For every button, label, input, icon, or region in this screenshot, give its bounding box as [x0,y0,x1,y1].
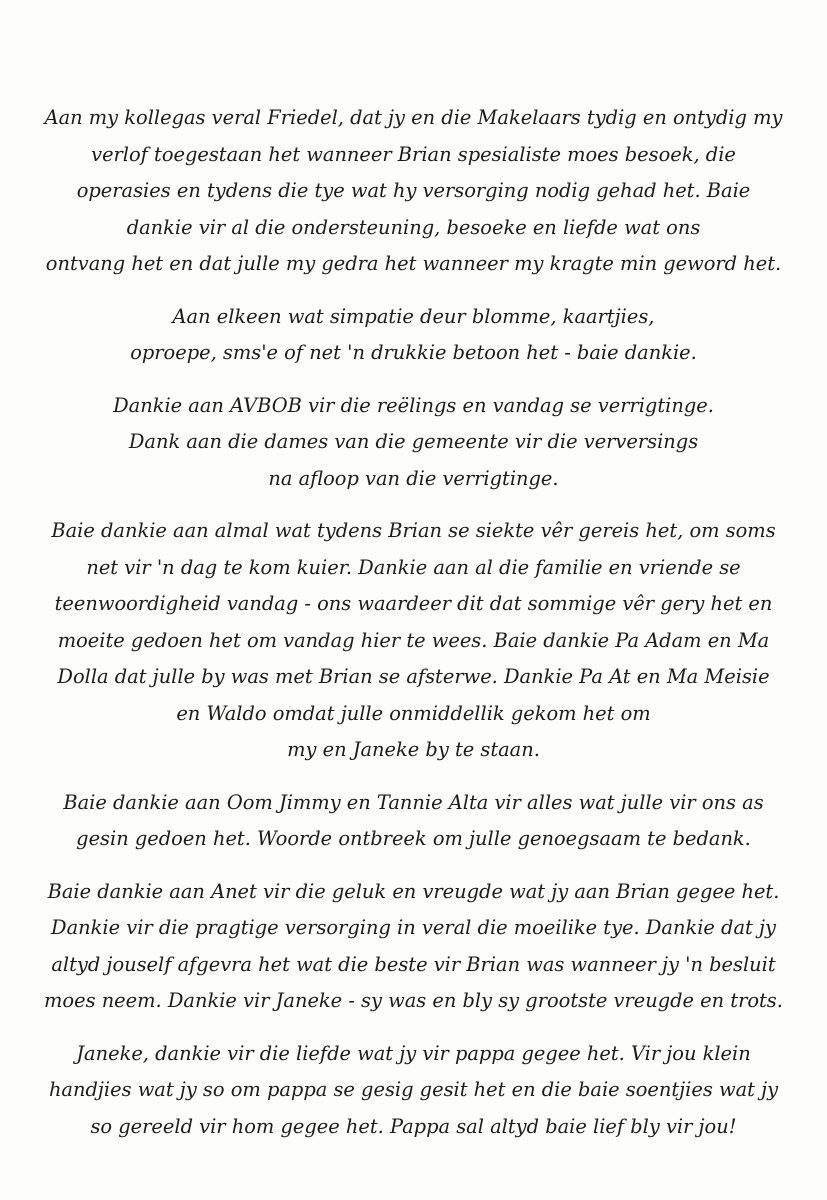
paragraph-sympathy [40,299,787,372]
text-line: moeite gedoen het om vandag hier te wees. Baie dankie Pa Adam en Ma [57,628,770,652]
letter-text [40,100,787,1161]
text-line: ontvang het en dat julle my gedra het wanneer my kragte min geword het. [45,252,782,275]
text-line: na afloop van die verrigtinge. [268,466,559,490]
text-line: so gereeld vir hom gegee het. Pappa sal altyd baie lief bly vir jou! [90,1114,737,1138]
text-line: Baie dankie aan Anet vir die geluk en vreugde wat jy aan Brian gegee het. [47,879,780,903]
paragraph-janeke [40,1036,787,1146]
text-line: verlof toegestaan het wanneer Brian spesialiste moes besoek, die [91,142,736,166]
text-line: Dank aan die dames van die gemeente vir die verversings [128,430,699,453]
paragraph-avbob [40,388,787,498]
paragraph-oom-jimmy [40,785,787,858]
text-line: Dankie vir die pragtige versorging in veral die moeilike tye. Dankie dat jy [51,916,776,939]
text-line: Dankie aan AVBOB vir die reëlings en vandag se verrigtinge. [113,393,714,417]
paragraph-anet [40,874,787,1020]
text-line: teenwoordigheid vandag - ons waardeer dit dat sommige vêr gery het en [54,592,773,615]
text-line: en Waldo omdat julle onmiddellik gekom het om [176,701,651,725]
text-line: Aan my kollegas veral Friedel, dat jy en die Makelaars tydig en ontydig my [44,106,783,129]
text-line: Janeke, dankie vir die liefde wat jy vir pappa gegee het. Vir jou klein [76,1041,751,1065]
text-line: Baie dankie aan almal wat tydens Brian se siekte vêr gereis het, om soms [51,519,776,542]
text-line: gesin gedoen het. Woorde ontbreek om julle genoegsaam te bedank. [76,827,751,850]
text-line: my en Janeke by te staan. [287,738,540,761]
text-line: dankie vir al die ondersteuning, besoeke en liefde wat ons [126,215,701,239]
text-line: Baie dankie aan Oom Jimmy en Tannie Alta vir alles wat julle vir ons as [63,790,764,814]
text-line: Dolla dat julle by was met Brian se afsterwe. Dankie Pa At en Ma Meisie [57,665,770,688]
text-line: handjies wat jy so om pappa se gesig gesit het en die baie soentjies wat jy [48,1078,779,1101]
text-line: net vir 'n dag te kom kuier. Dankie aan al die familie en vriende se [86,555,741,579]
paragraph-colleagues [40,100,787,283]
paragraph-family [40,513,787,769]
text-line: Aan elkeen wat simpatie deur blomme, kaartjies, [172,304,655,328]
text-line: altyd jouself afgevra het wat die beste vir Brian was wanneer jy 'n besluit [51,952,776,976]
text-line: moes neem. Dankie vir Janeke - sy was en bly sy grootste vreugde en trots. [44,989,783,1012]
text-line: oproepe, sms'e of net 'n drukkie betoon het - baie dankie. [130,341,697,364]
text-line: operasies en tydens die tye wat hy versorging nodig gehad het. Baie [76,179,751,202]
